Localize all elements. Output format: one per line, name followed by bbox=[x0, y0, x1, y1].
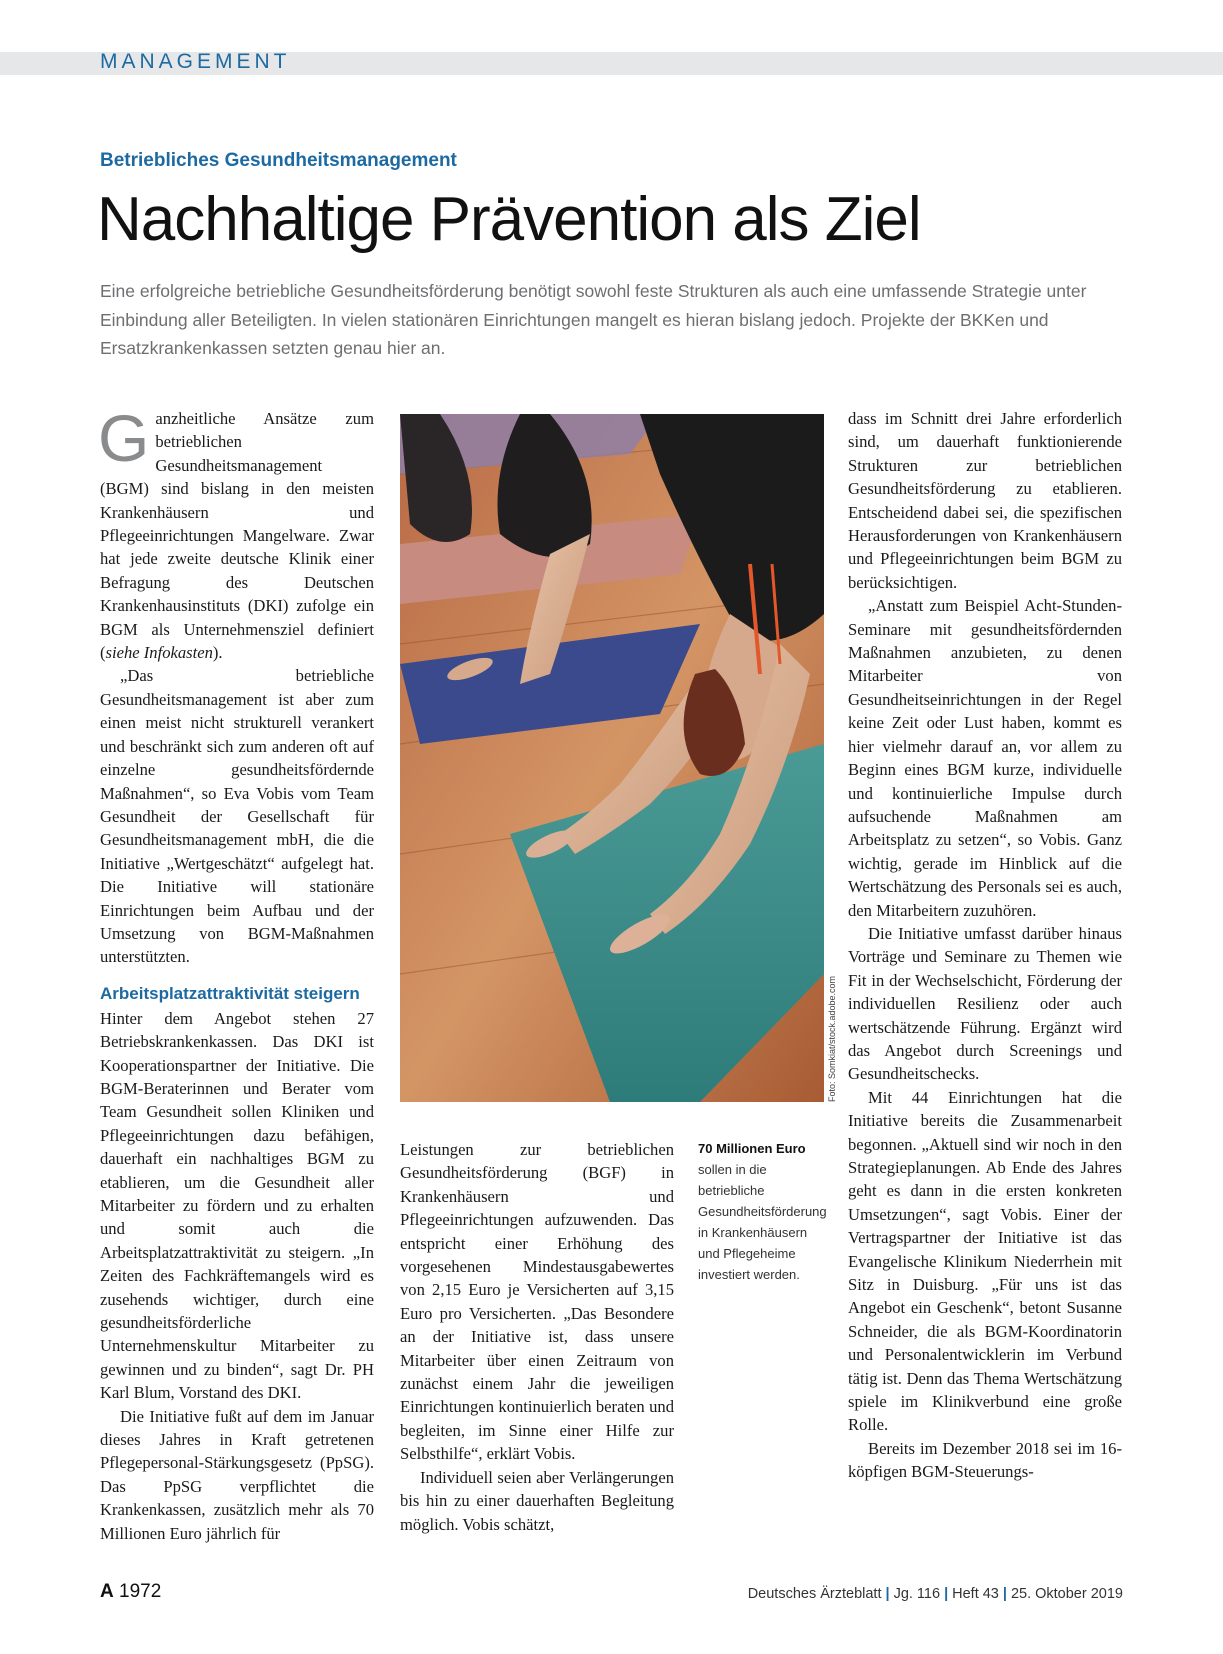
journal-footer bbox=[748, 1586, 1123, 1602]
journal-issue: Heft 43 bbox=[952, 1586, 999, 1602]
section-label: MANAGEMENT bbox=[100, 50, 291, 73]
paragraph-11: Bereits im Dezember 2018 sei im 16-köpfigen BGM-Steuerungs- bbox=[848, 1438, 1122, 1482]
column-1 bbox=[98, 401, 374, 1545]
drop-cap: G bbox=[98, 401, 150, 475]
caption-title: 70 Millionen Euro bbox=[698, 1141, 806, 1156]
infobox-reference: siehe Infokasten bbox=[105, 643, 213, 663]
journal-date: 25. Oktober 2019 bbox=[1010, 1586, 1123, 1602]
paragraph-text: ). bbox=[212, 643, 223, 663]
paragraph-3: Hinter dem Angebot stehen 27 Betriebskrankenkassen. Das DKI ist Kooperationspartner der Initiative. Die BGM-Beraterinnen und Berater vom Team Gesundheit sollen Kliniken und Pflegeeinrichtungen dazu befähigen, dauerhaft ein nachhaltiges BGM zu etablieren, um die Gesundheit aller Mitarbeiter zu fördern und zu erhalten und somit auch die Arbeitsplatzattraktivität zu steigern. „In Zeiten des Fachkräftemangels wird es zusehends wichtiger, durch eine gesundheitsförderliche Unternehmenskultur Mitarbeiter zu gewinnen und zu binden“, sagt Dr. PH Karl Blum, Vorstand des DKI. bbox=[100, 1008, 374, 1403]
journal-name: Deutsches Ärzteblatt bbox=[747, 1586, 882, 1602]
paragraph-4: Die Initiative fußt auf dem im Januar dieses Jahres in Kraft getretenen Pflegepersonal-Stärkungsgesetz (PpSG). Das PpSG verpflichtet die Krankenkassen, zusätzlich mehr als 70 Millionen Euro jährlich für bbox=[100, 1406, 374, 1543]
footer-separator: | bbox=[944, 1586, 949, 1602]
article-lead: Eine erfolgreiche betriebliche Gesundheitsförderung benötigt sowohl feste Strukturen als auch eine umfassende Strategie unter Einbindung aller Beteiligten. In vielen stationären Einrichtungen mangelt es hieran bislang jedoch. Projekte der BKKen und Ersatzkrankenkassen setzten genau hier an. bbox=[100, 281, 1087, 358]
footer-separator: | bbox=[1002, 1586, 1007, 1602]
subheading: Arbeitsplatzattraktivität steigern bbox=[100, 983, 360, 1003]
page-prefix: A bbox=[100, 1581, 114, 1602]
paragraph-9: Die Initiative umfasst darüber hinaus Vorträge und Seminare zu Themen wie Fit in der Wechselschicht, Förderung der individuellen Resilienz oder auch wertschätzende Führung. Ergänzt wird das Angebot durch Screenings und Gesundheitschecks. bbox=[848, 923, 1122, 1084]
paragraph-10: Mit 44 Einrichtungen hat die Initiative bereits die Zusammenarbeit begonnen. „Aktuell sind wir noch in den Strategieplanungen. Ab Ende des Jahres geht es dann in die ersten konkreten Umsetzungen“, sagt Vobis. Einer der Vertragspartner der Initiative ist das Evangelische Klinikum Niederrhein mit Sitz in Duisburg. „Für uns ist das Angebot ein Geschenk“, betont Susanne Schneider, die als BGM-Koordinatorin und Personalentwicklerin im Verbund tätig ist. Denn das Thema Wertschätzung spiele im Klinikverbund eine große Rolle. bbox=[848, 1087, 1122, 1435]
photo-caption bbox=[698, 1138, 828, 1285]
article-kicker: Betriebliches Gesundheitsmanagement bbox=[100, 150, 457, 171]
paragraph-text: anzheitliche Ansätze zum betrieblichen Gesundheitsmanagement (BGM) sind bislang in den meisten Krankenhäusern und Pflegeeinrichtungen Mangelware. Zwar hat jede zweite deutsche Klinik einer Befragung des Deutschen Krankenhausinstituts (DKI) zufolge ein BGM als Unternehmensziel definiert ( bbox=[100, 409, 374, 663]
page-number-value: 1972 bbox=[119, 1581, 162, 1602]
page-number bbox=[100, 1581, 161, 1603]
photo-credit: Foto: Somkiat/stock.adobe.com bbox=[827, 975, 837, 1102]
caption-text: sollen in die betriebliche Gesundheitsförderung in Krankenhäusern und Pflegeheime investiert werden. bbox=[698, 1162, 827, 1282]
paragraph-6: Individuell seien aber Verlängerungen bis hin zu einer dauerhaften Begleitung möglich. Vobis schätzt, bbox=[400, 1467, 674, 1534]
journal-volume: Jg. 116 bbox=[893, 1586, 941, 1602]
paragraph-5: Leistungen zur betrieblichen Gesundheitsförderung (BGF) in Krankenhäusern und Pflegeeinrichtungen aufzuwenden. Das entspricht einer Erhöhung des vorgesehenen Mindestausgabewertes von 2,15 Euro je Versicherten auf 3,15 Euro pro Versicherten. „Das Besondere an der Initiative ist, dass unsere Mitarbeiter über einen Zeitraum von zunächst einem Jahr die jeweiligen Einrichtungen kontinuierlich beraten und begleiten, im Sinne einer Hilfe zur Selbsthilfe“, erklärt Vobis. bbox=[400, 1140, 674, 1464]
article-title: Nachhaltige Prävention als Ziel bbox=[97, 185, 921, 254]
footer-separator: | bbox=[885, 1586, 890, 1602]
yoga-class-photo bbox=[400, 414, 824, 1102]
column-3 bbox=[848, 407, 1122, 1484]
paragraph-8: „Anstatt zum Beispiel Acht-Stunden-Seminare mit gesundheitsfördernden Maßnahmen anzubieten, zu denen Mitarbeiter von Gesundheitseinrichtungen in der Regel keine Zeit oder Lust haben, kommt es hier vielmehr darauf an, vor allem zu Beginn eines BGM kurze, individuelle und kontinuierliche Impulse durch aufsuchende Maßnahmen am Arbeitsplatz zu setzen“, so Vobis. Ganz wichtig, gerade im Hinblick auf die Wertschätzung des Personals sei es auch, den Mitarbeitern zuzuhören. bbox=[848, 596, 1122, 920]
paragraph-1 bbox=[98, 401, 374, 664]
paragraph-7: dass im Schnitt drei Jahre erforderlich sind, um dauerhaft funktionierende Strukturen zur betrieblichen Gesundheitsförderung zu etablieren. Entscheidend dabei sei, die spezifischen Herausforderungen von Krankenhäusern und Pflegeeinrichtungen beim BGM zu berücksichtigen. bbox=[848, 409, 1122, 592]
paragraph-2: „Das betriebliche Gesundheitsmanagement ist aber zum einen meist nicht strukturell verankert und beschränkt sich zum anderen oft auf einzelne gesundheitsfördernde Maßnahmen“, so Eva Vobis vom Team Gesundheit der Gesellschaft für Gesundheitsmanagement mbH, die die Initiative „Wertgeschätzt“ aufgelegt hat. Die Initiative will stationäre Einrichtungen beim Aufbau und der Umsetzung von BGM-Maßnahmen unterstützten. bbox=[100, 666, 374, 967]
column-2 bbox=[400, 1138, 674, 1536]
